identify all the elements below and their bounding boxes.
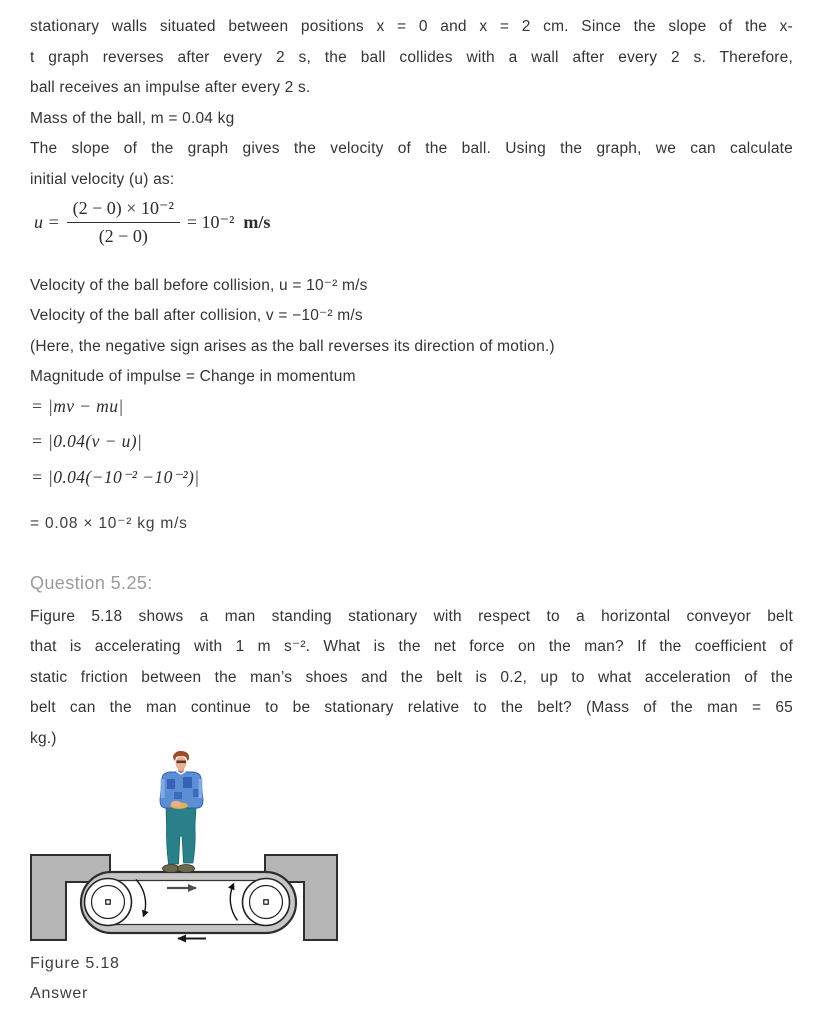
equation-result: = 10⁻² (186, 212, 235, 232)
negative-sign-note-line: (Here, the negative sign arises as the ball reverses its direction of motion.) (30, 338, 555, 355)
question-body-line-3: static friction between the man’s shoes and the belt is 0.2, up to what acceleration of the (30, 669, 793, 686)
slope-line-2: initial velocity (u) as: (30, 171, 175, 188)
initial-velocity-equation (34, 198, 270, 247)
impulse-step-3: = |0.04(−10⁻² −10⁻²)| (31, 467, 200, 487)
answer-label: Answer (30, 985, 89, 1002)
equation-fraction (67, 198, 180, 247)
man-trousers (166, 808, 196, 864)
question-body-line-2: that is accelerating with 1 m s⁻². What is the net force on the man? If the coefficient of (30, 638, 793, 655)
solution-paragraph-line-2: t graph reverses after every 2 s, the ball collides with a wall after every 2 s. Therefore, (30, 49, 793, 66)
man-figure (160, 751, 203, 873)
solution-paragraph-line-3: ball receives an impulse after every 2 s. (30, 79, 311, 96)
equation-unit: m/s (243, 212, 271, 232)
man-right-shoe (178, 865, 195, 873)
question-5-25-heading: Question 5.25: (30, 573, 153, 593)
jacket-patch (167, 779, 175, 789)
man-left-shoe (163, 865, 180, 873)
left-pulley (85, 879, 132, 926)
slope-line-1: The slope of the graph gives the velocity of the ball. Using the graph, we can calculate (30, 140, 793, 157)
fraction-denominator: (2 − 0) (98, 226, 148, 246)
impulse-result-line: = 0.08 × 10⁻² kg m/s (30, 515, 188, 532)
question-body-line-1: Figure 5.18 shows a man standing stationary with respect to a horizontal conveyor belt (30, 608, 793, 625)
man-glasses (177, 761, 187, 764)
figure-caption: Figure 5.18 (30, 955, 120, 972)
solution-paragraph-line-1: stationary walls situated between positions x = 0 and x = 2 cm. Since the slope of the x- (30, 18, 793, 35)
impulse-step-2: = |0.04(v − u)| (31, 431, 143, 451)
jacket-right-sleeve (199, 779, 203, 798)
jacket-patch (183, 777, 192, 788)
jacket-patch (174, 792, 182, 799)
right-pulley (243, 879, 290, 926)
mass-of-ball-line: Mass of the ball, m = 0.04 kg (30, 110, 235, 127)
equation-lhs: u = (34, 212, 60, 232)
jacket-patch (193, 789, 199, 797)
velocity-after-line: Velocity of the ball after collision, v = −10⁻² m/s (30, 307, 363, 324)
impulse-definition-line: Magnitude of impulse = Change in momentum (30, 368, 356, 385)
man-hand (171, 801, 181, 806)
figure-5-18-conveyor-belt-illustration (0, 748, 825, 948)
jacket-left-sleeve (161, 779, 165, 798)
question-body-line-4: belt can the man continue to be stationary relative to the belt? (Mass of the man = 65 (30, 699, 793, 716)
fraction-numerator: (2 − 0) × 10⁻² (67, 198, 180, 223)
impulse-step-1: = |mv − mu| (31, 396, 124, 416)
velocity-before-line: Velocity of the ball before collision, u = 10⁻² m/s (30, 277, 368, 294)
question-body-line-5: kg.) (30, 730, 57, 747)
